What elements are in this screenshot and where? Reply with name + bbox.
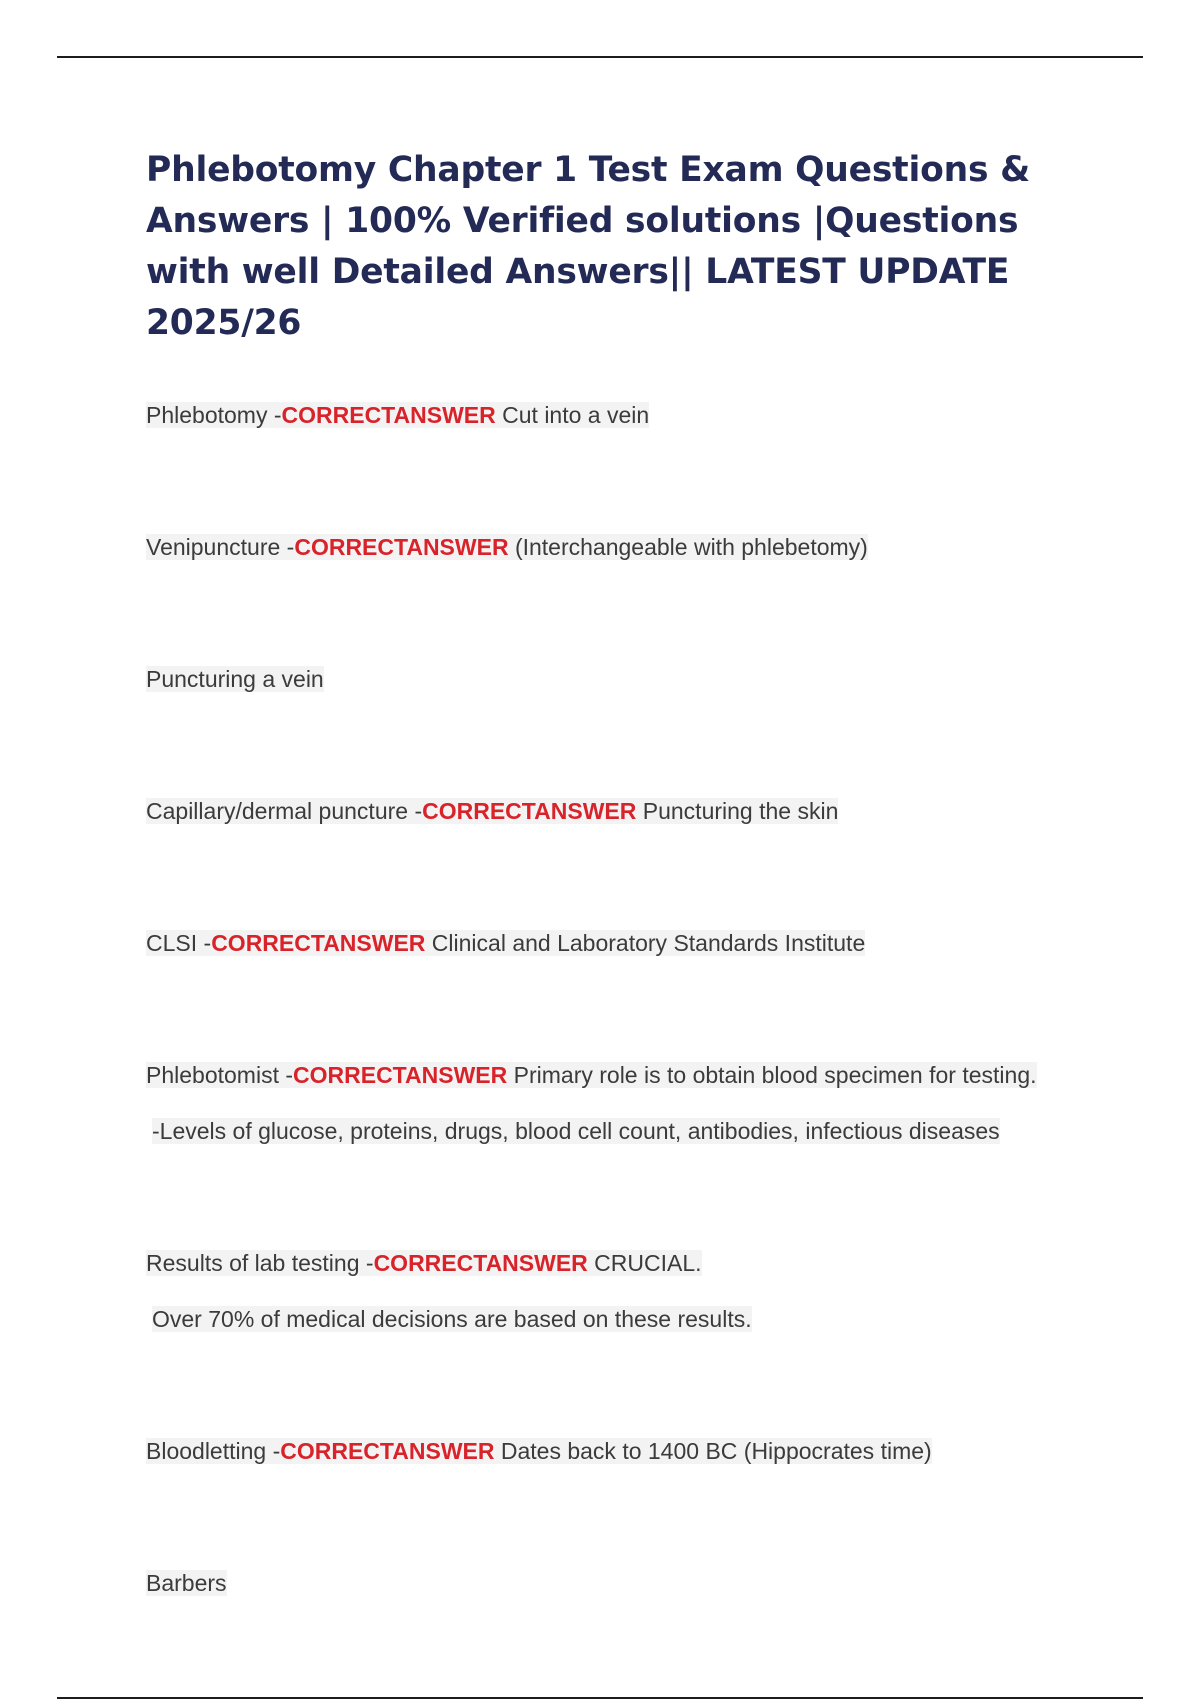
term: Results of lab testing -: [146, 1250, 374, 1276]
qa-entry-barbers: [146, 1555, 1106, 1611]
plain-text: Puncturing a vein: [146, 666, 324, 692]
correct-answer-marker: CORRECTANSWER: [293, 1062, 508, 1088]
term: Venipuncture -: [146, 534, 295, 560]
qa-entry-puncturing-a-vein: [146, 651, 1106, 707]
qa-line: [146, 1423, 1106, 1479]
qa-line: [146, 915, 1106, 971]
qa-line: [146, 1555, 1106, 1611]
term: Capillary/dermal puncture -: [146, 798, 423, 824]
qa-entry-phlebotomy: [146, 387, 1106, 443]
term: Bloodletting -: [146, 1438, 281, 1464]
qa-line: [146, 519, 1106, 575]
qa-entry-lab-results: [146, 1235, 1106, 1347]
continuation-text: Over 70% of medical decisions are based on these results.: [152, 1306, 752, 1332]
correct-answer-marker: CORRECTANSWER: [294, 534, 509, 560]
plain-text: Barbers: [146, 1570, 227, 1596]
correct-answer-marker: CORRECTANSWER: [211, 930, 426, 956]
term: Phlebotomy -: [146, 402, 282, 428]
footer-rule: [57, 1697, 1143, 1699]
term: Phlebotomist -: [146, 1062, 294, 1088]
qa-entry-capillary-puncture: [146, 783, 1106, 839]
document-title: Phlebotomy Chapter 1 Test Exam Questions & Answers | 100% Verified solutions |Questions with well Detailed Answers|| LATEST UPDATE 2025/26: [146, 150, 1030, 343]
continuation-text: -Levels of glucose, proteins, drugs, blood cell count, antibodies, infectious diseases: [152, 1118, 1000, 1144]
qa-line: [146, 1047, 1106, 1103]
qa-line: [146, 651, 1106, 707]
qa-line: [146, 1235, 1106, 1291]
correct-answer-marker: CORRECTANSWER: [373, 1250, 588, 1276]
document-page: [146, 145, 1106, 1687]
header-rule: [57, 56, 1143, 58]
correct-answer-marker: CORRECTANSWER: [280, 1438, 495, 1464]
qa-continuation-line: [146, 1291, 1106, 1347]
qa-entry-clsi: [146, 915, 1106, 971]
qa-entry-bloodletting: [146, 1423, 1106, 1479]
answer: CRUCIAL.: [587, 1250, 702, 1276]
qa-continuation-line: [146, 1103, 1106, 1159]
correct-answer-marker: CORRECTANSWER: [281, 402, 496, 428]
qa-entry-phlebotomist: [146, 1047, 1106, 1159]
answer: (Interchangeable with phlebetomy): [508, 534, 868, 560]
qa-line: [146, 387, 1106, 443]
term: CLSI -: [146, 930, 212, 956]
qa-entry-venipuncture: [146, 519, 1106, 575]
answer: Primary role is to obtain blood specimen for testing.: [507, 1062, 1037, 1088]
answer: Cut into a vein: [495, 402, 650, 428]
answer: Dates back to 1400 BC (Hippocrates time): [494, 1438, 932, 1464]
answer: Clinical and Laboratory Standards Institute: [425, 930, 866, 956]
answer: Puncturing the skin: [636, 798, 839, 824]
qa-line: [146, 783, 1106, 839]
correct-answer-marker: CORRECTANSWER: [422, 798, 637, 824]
